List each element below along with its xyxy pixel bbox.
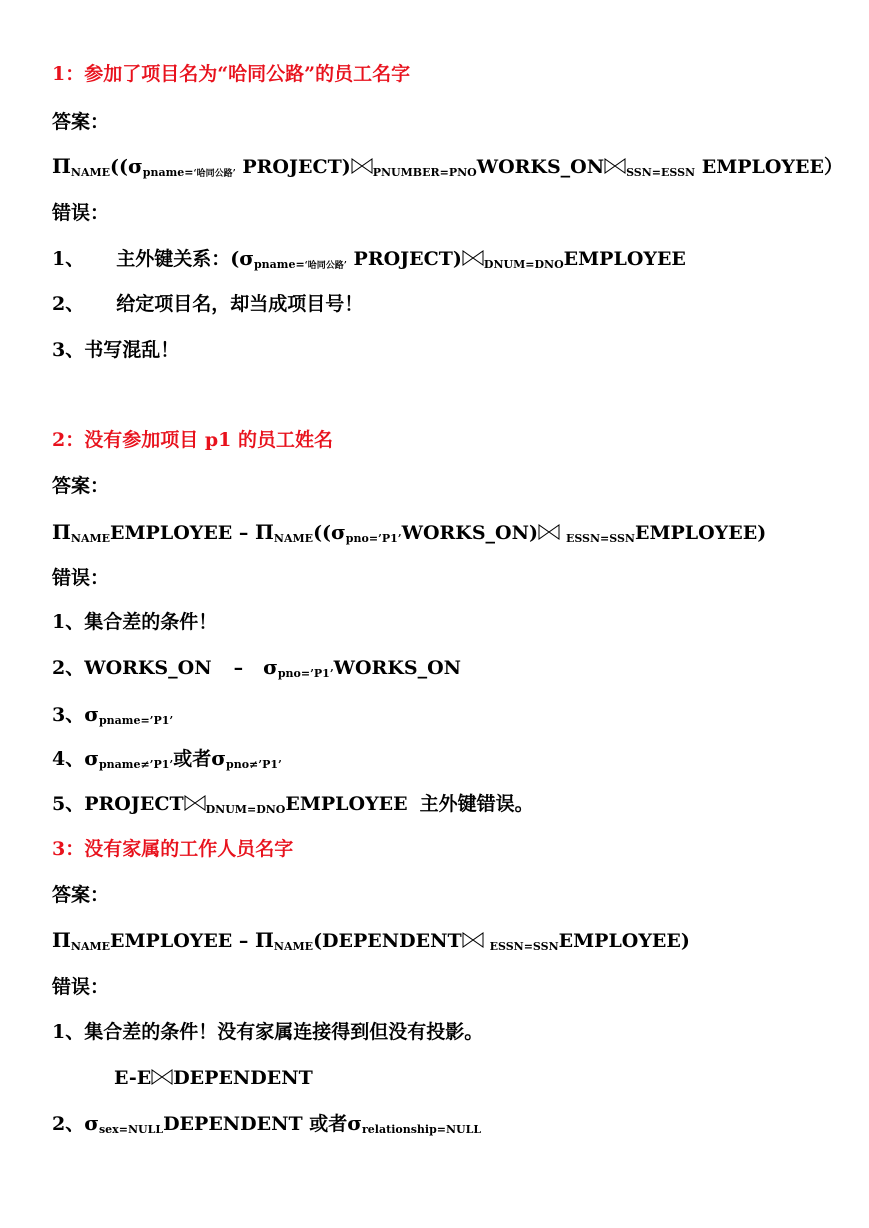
selection-symbol: σ bbox=[84, 746, 99, 770]
q2-answer-label: 答案： bbox=[52, 475, 110, 497]
relation-employee: EMPLOYEE – bbox=[110, 522, 256, 544]
relation-employee: EMPLOYEE) bbox=[558, 930, 690, 952]
q1-error-1 bbox=[52, 246, 686, 278]
selection-symbol: σ bbox=[84, 702, 99, 726]
projection-attr: NAME bbox=[70, 532, 111, 545]
q3-error-1: 1、集合差的条件！没有家属连接得到但没有投影。 bbox=[52, 1021, 484, 1043]
selection-cond: pname=’P1’ bbox=[98, 714, 174, 727]
projection-symbol: Π bbox=[52, 520, 71, 544]
relation-dependent: (DEPENDENT bbox=[313, 930, 462, 952]
q1-error-label: 错误： bbox=[52, 202, 110, 224]
error-text: 主外键关系：( bbox=[116, 248, 240, 270]
q1-answer-label: 答案： bbox=[52, 111, 110, 133]
q3-answer-expression bbox=[52, 928, 690, 959]
projection-symbol: Π bbox=[255, 928, 274, 952]
q2-answer-expression bbox=[52, 520, 766, 551]
join-cond: ESSN=SSN bbox=[565, 532, 635, 545]
selection-symbol: σ bbox=[128, 154, 143, 178]
selection-symbol: σ bbox=[331, 520, 346, 544]
join-cond: DNUM=DNO bbox=[483, 258, 564, 271]
relation-works: WORKS_ON) bbox=[401, 522, 538, 544]
q2-error-5 bbox=[52, 792, 534, 822]
q1-answer-expression bbox=[52, 154, 843, 186]
projection-attr: NAME bbox=[273, 940, 314, 953]
item-number: 2、 bbox=[52, 1113, 85, 1135]
q2-title: 2：没有参加项目 p1 的员工姓名 bbox=[52, 429, 333, 451]
join-cond: DNUM=DNO bbox=[205, 803, 286, 816]
or-text: 或者 bbox=[173, 748, 212, 770]
error-text: 给定项目名，却当成项目号！ bbox=[116, 293, 364, 315]
join-cond: SSN=ESSN bbox=[626, 166, 696, 179]
item-number: 5、 bbox=[52, 793, 85, 815]
q2-error-label: 错误： bbox=[52, 567, 110, 589]
q3-title: 3：没有家属的工作人员名字 bbox=[52, 838, 294, 860]
paren: (( bbox=[110, 156, 129, 178]
projection-symbol: Π bbox=[52, 154, 71, 178]
relation-employee: EMPLOYEE bbox=[563, 248, 686, 270]
join-icon bbox=[151, 1069, 173, 1085]
item-number: 4、 bbox=[52, 748, 85, 770]
relation-project: PROJECT bbox=[84, 793, 184, 815]
join-icon bbox=[184, 795, 206, 811]
q1-error-3: 3、书写混乱！ bbox=[52, 339, 180, 361]
relation-employee: EMPLOYEE bbox=[285, 793, 408, 815]
item-number: 2、 bbox=[52, 657, 85, 679]
q1-title: 1：参加了项目名为“哈同公路”的员工名字 bbox=[52, 63, 411, 85]
join-icon bbox=[462, 932, 484, 948]
join-icon bbox=[351, 158, 373, 174]
q3-error-label: 错误： bbox=[52, 976, 110, 998]
selection-cond: pno=’P1’ bbox=[345, 532, 402, 545]
q2-error-3 bbox=[52, 702, 173, 733]
relation-e-minus-e: E-E bbox=[114, 1067, 152, 1089]
minus-symbol: – bbox=[233, 657, 244, 679]
relation-employee: EMPLOYEE – bbox=[110, 930, 256, 952]
relation-employee: EMPLOYEE) bbox=[634, 522, 767, 544]
projection-attr: NAME bbox=[70, 940, 111, 953]
selection-symbol: σ bbox=[263, 655, 278, 679]
item-number: 2、 bbox=[52, 293, 85, 315]
item-number: 1、 bbox=[52, 248, 85, 270]
selection-cond: pno≠’P1’ bbox=[226, 758, 282, 771]
projection-attr: NAME bbox=[273, 532, 314, 545]
q3-answer-label: 答案： bbox=[52, 884, 110, 906]
relation-works: WORKS_ON bbox=[84, 657, 212, 679]
selection-value: ‘哈同公路’ bbox=[304, 261, 347, 271]
relation-works: WORKS_ON bbox=[476, 156, 605, 178]
selection-cond: pname= bbox=[142, 166, 194, 179]
q2-error-1: 1、集合差的条件！ bbox=[52, 611, 218, 633]
q2-error-2 bbox=[52, 655, 461, 686]
q3-error-1-example bbox=[114, 1066, 313, 1090]
selection-symbol: σ bbox=[211, 746, 227, 770]
selection-value: ‘哈同公路’ bbox=[193, 169, 236, 179]
projection-symbol: Π bbox=[255, 520, 274, 544]
join-icon bbox=[462, 250, 484, 266]
join-cond: ESSN=SSN bbox=[489, 940, 559, 953]
selection-cond: pname≠’P1’ bbox=[98, 758, 174, 771]
item-number: 3、 bbox=[52, 704, 85, 726]
selection-symbol: σ bbox=[347, 1111, 363, 1135]
q2-error-4 bbox=[52, 746, 282, 777]
join-icon bbox=[538, 524, 560, 540]
join-icon bbox=[604, 158, 626, 174]
selection-symbol: σ bbox=[239, 246, 254, 270]
selection-cond: relationship=NULL bbox=[362, 1123, 482, 1136]
error-text: 主外键错误。 bbox=[419, 793, 534, 815]
q3-error-2 bbox=[52, 1111, 481, 1142]
projection-attr: NAME bbox=[70, 166, 111, 179]
selection-cond: pno=’P1’ bbox=[277, 667, 334, 680]
relation-works: WORKS_ON bbox=[333, 657, 461, 679]
join-cond: PNUMBER=PNO bbox=[372, 166, 477, 179]
relation-dependent: DEPENDENT bbox=[173, 1067, 313, 1089]
selection-cond: sex=NULL bbox=[98, 1123, 164, 1136]
selection-cond: pname= bbox=[253, 258, 305, 271]
projection-symbol: Π bbox=[52, 928, 71, 952]
q1-error-2 bbox=[52, 292, 363, 316]
relation-project: PROJECT) bbox=[235, 156, 351, 178]
selection-symbol: σ bbox=[84, 1111, 99, 1135]
relation-employee: EMPLOYEE） bbox=[695, 156, 843, 178]
relation-dependent: DEPENDENT 或者 bbox=[163, 1113, 348, 1135]
relation-project: PROJECT) bbox=[346, 248, 462, 270]
paren: (( bbox=[313, 522, 332, 544]
